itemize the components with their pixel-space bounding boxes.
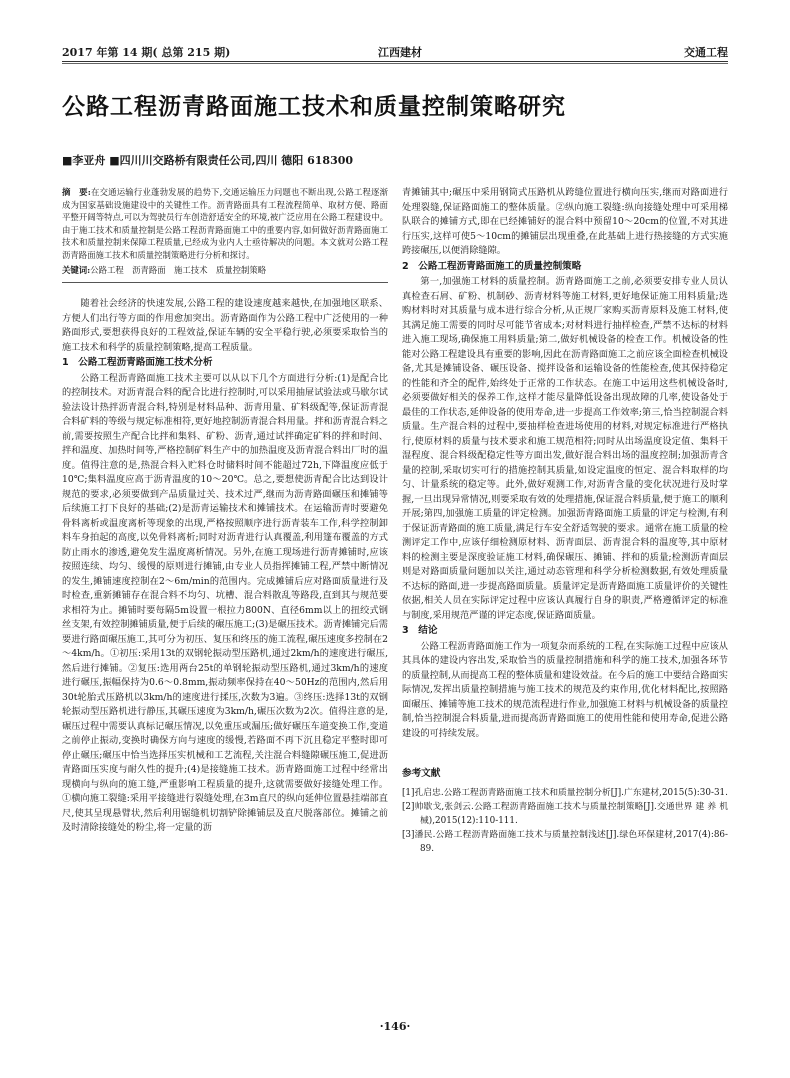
- running-header: [62, 44, 728, 62]
- section-1-paragraph: 公路工程沥青路面施工技术主要可以从以下几个方面进行分析:(1)是配合比的控制技术。对沥青混合料的配合比进行控制时,可以采用抽屉试验法或马歇尔试验法设计热拌沥青混合料,特别是材料品种、沥青用量、矿料级配等,保证沥青混合料矿料的等级与规定标准相符,更好地控制沥青混合料用量。拌和沥青混合料之前,需要按照生产配合比拌和集料、矿粉、沥青,通过试拌确定矿料的拌和时间、拌和温度、加热时间等,严格控制矿料生产中的加热温度及沥青混合料出厂时的温度。值得注意的是,热混合料入贮料仓时储料时间不能超过72h,下降温度应低于10℃;集料温度应高于沥青温度的10～20℃。总之,要想使沥青配合比达到设计规范的要求,必须要做到产品质量过关、技术过严,继而为沥青路面碾压和摊铺等后续施工打下良好的基础;(2)是沥青运输技术和摊铺技术。在运输沥青时要避免骨料离析或温度离析等现象的出现,严格按照顺序进行沥青装车工作,科学控制卸料车身拍起的高度,以免骨料离析;同时对沥青进行认真覆盖,利用篷布覆盖的方式防止雨水的渗透,避免发生温度离析情况。另外,在施工现场进行沥青摊铺时,应该按照连续、均匀、缓慢的原则进行摊铺,由专业人员指挥摊铺工程,严禁中断情况的发生,摊铺速度控制在2～6m/min的范围内。完成摊铺后应对路面质量进行及时检查,重新摊铺存在混合料不均匀、坑槽、混合料散乱等路段,直到其与规范要求相符为止。摊铺时要每隔5m设置一根拉力800N、直径6mm以上的扭绞式钢丝支架,有效控制摊铺质量,便于后续的碾压施工;(3)是碾压技术。沥青摊铺完后需要进行路面碾压施工,其可分为初压、复压和终压的施工流程,碾压速度多控制在2～4km/h。①初压:采用13t的双钢轮振动型压路机,通过2km/h的速度进行碾压,然后进行摊铺。②复压:选用两台25t的单钢轮振动型压路机,通过3km/h的速度进行碾压,振幅保持为0.6～0.8mm,振动频率保持在40～50Hz的范围内,然后用30t轮胎式压路机以3km/h的速度进行揉压,次数为3遍。③终压:选择13t的双钢轮振动型压路机进行静压,其碾压速度为3km/h,碾压次数为2次。值得注意的是,碾压过程中需要认真标记碾压情况,以免重压或漏压;做好碾压车道变换工作,变道之前停止振动,变换时确保方向与速度的缓慢,若路面不再下沉且稳定平整时即可停止碾压;碾压中恰当选择压实机械和工艺流程,关注混合料缝隙碾压施工,促进沥青路面压实度与耐久性的提升;(4)是接缝施工技术。沥青路面施工过程中经常出现横向与纵向的施工缝,严重影响工程质量的提升,这就需要做好接缝处理工作。①横向施工裂缝:采用平接缝进行裂缝处理,在3m直尺的纵向延伸位置悬挂端部直尺,使其呈现悬臂状,然后利用锯缝机切割铲除摊铺层及直尺脱落部位。摊铺之前及时清除接缝处的粉尘,将一定量的沥: [62, 372, 388, 834]
- section-1-paragraph-continued: 青摊铺其中;碾压中采用钢筒式压路机从跨缝位置进行横向压实,继而对路面进行处理裂缝,保证路面施工的整体质量。②纵向施工裂缝:纵向接缝处理中可采用梯队联合的摊铺方式,即在已经摊铺好的混合料中预留10～20cm的位置,不对其进行压实,这样可使5～10cm的摊铺层出现重叠,在此基础上进行热接缝的方式实施跨接碾压,以便消除缝隙。: [402, 187, 728, 256]
- author-line: [62, 152, 353, 168]
- abstract-label: 摘 要:: [62, 187, 91, 197]
- reference-item: [2]帅歇戈,张剑云.公路工程沥青路面施工技术与质量控制策略[J].交通世界 建 养 机械),2015(12):110-111.: [402, 801, 728, 826]
- section-2-heading: 2 公路工程沥青路面施工的质量控制策略: [402, 260, 582, 272]
- article-title: 公路工程沥青路面施工技术和质量控制策略研究: [62, 93, 566, 120]
- section-3-paragraph: 公路工程沥青路面施工作为一项复杂而系统的工程,在实际施工过程中应该从其具体的建设内容出发,采取恰当的质量控制措施和科学的施工技术,加强各环节的质量控制,从而提高工程的整体质量和建设效益。在今后的施工中要结合路面实际情况,发挥出质量控制措施与施工技术的规范及约束作用,优化材料配比,按照路面碾压、摊铺等施工技术的规范流程进行作业,加强施工材料与机械设备的质量控制,恰当控制混合料质量,进而提高沥青路面施工的使用性能和使用寿命,促进公路建设的可持续发展。: [402, 640, 728, 739]
- abstract-divider: [62, 282, 388, 283]
- section-name: 交通工程: [684, 46, 728, 59]
- keywords: [62, 264, 388, 277]
- intro-paragraph: 随着社会经济的快速发展,公路工程的建设速度越来越快,在加强地区联系、方便人们出行等方面的作用愈加突出。沥青路面作为公路工程中广泛使用的一种路面形式,要想获得良好的工程效益,保证车辆的安全平稳行驶,必须要采取恰当的施工技术和科学的质量控制策略,提高工程质量。: [62, 298, 388, 353]
- reference-item: [3]潘民.公路工程沥青路面施工技术与质量控制浅述[J].绿色环保建材,2017(4):86-89.: [402, 829, 728, 854]
- abstract-text: 在交通运输行业蓬勃发展的趋势下,交通运输压力问题也不断出现,公路工程逐渐成为国家基础设施建设中的关键性工作。沥青路面具有工程流程简单、取材方便、路面平整开阔等特点,可以为驾驶员行车创造舒适安全的环境,被广泛应用在公路工程建设中。由于施工技术和质量控制是公路工程沥青路面施工中的重要内容,如何做好沥青路面施工技术和质量控制来保障工程质量,已经成为业内人士亟待解决的问题。本文就对公路工程沥青路面施工技术和质量控制策略进行分析和探讨。: [62, 187, 388, 260]
- reference-item: [1]孔启忠.公路工程沥青路面施工技术和质量控制分析[J].广东建材,2015(5):30-31.: [402, 787, 728, 798]
- section-3-heading: 3 结论: [402, 625, 438, 636]
- header-divider-thin: [62, 63, 728, 64]
- page-number: ·146·: [379, 1020, 411, 1033]
- right-column: [402, 186, 728, 856]
- header-divider: [62, 61, 728, 62]
- left-column: [62, 186, 388, 836]
- section-1-heading: 1 公路工程沥青路面施工技术分析: [62, 357, 213, 369]
- abstract: [62, 186, 388, 262]
- issue-info: 2017 年第 14 期( 总第 215 期): [62, 46, 231, 59]
- references-heading: 参考文献: [402, 768, 441, 779]
- journal-name: 江西建材: [378, 46, 422, 59]
- author-affiliation: ■李亚舟 ■四川川交路桥有限责任公司,四川 德阳 618300: [62, 154, 354, 167]
- keywords-text: 公路工程 沥青路面 施工技术 质量控制策略: [90, 264, 267, 275]
- keywords-label: 关键词:: [62, 264, 91, 275]
- section-2-paragraph: 第一,加强施工材料的质量控制。沥青路面施工之前,必须要安排专业人员认真检查石屑、矿粉、机制砂、沥青材料等施工材料,更好地保证施工用料质量;选购材料时对其质量与成本进行综合分析,从正规厂家购买沥青原料及施工材料,使其满足施工需要的同时尽可能节省成本;对材料进行抽样检查,严禁不达标的材料进入施工现场,确保施工用料质量;第二,做好机械设备的检查工作。机械设备的性能对公路工程建设具有重要的影响,因此在沥青路面施工之前应该全面检查机械设备,尤其是摊铺设备、碾压设备、搅拌设备和运输设备的性能检查,使其保持稳定的性能和齐全的配件,始终处于正常的工作状态。在施工中运用这些机械设备时,必须要做好相关的保养工作,这样才能尽量降低设备出现故障的几率,使设备处于最佳的工作状态,延伸设备的使用寿命,进一步提高工作效率;第三,恰当控制混合料质量。生产混合料的过程中,要抽样检查进场使用的材料,对规定标准进行严格执行,使原材料的质量与技术要求和施工规范相符;同时从出场温度设定值、集料干湿程度、混合料级配稳定性等方面出发,做好混合料出场的温度控制;加强沥青含量的控制,采取切实可行的措施控制其质量,如设定温度的恒定、混合料取样的均匀、计量系统的稳定等。此外,做好观测工作,对沥青含量的变化状况进行及时掌握,一旦出现异常情况,则要采取有效的处理措施,保证混合料质量,便于施工的顺利开展;第四,加强施工质量的评定检测。加强沥青路面施工质量的评定与检测,有利于保证沥青路面的施工质量,满足行车安全舒适驾驶的要求。通常在施工质量的检测评定工作中,应该仔细检测原材料、沥青面层、沥青混合料的温度等,其中原材料的检测主要是深度验证施工材料,确保碾压、摊铺、拌和的质量;检测沥青面层则是对路面质量问题加以关注,通过动态管理和科学分析检测数据,有效处理质量不达标的路面,进一步提高路面质量。质量评定是沥青路面施工质量评价的关键性依据,相关人员在实际评定过程中应该认真履行自身的职责,严格遵循评定的标准与制度,采用规范严谨的评定态度,保证路面质量。: [402, 276, 728, 621]
